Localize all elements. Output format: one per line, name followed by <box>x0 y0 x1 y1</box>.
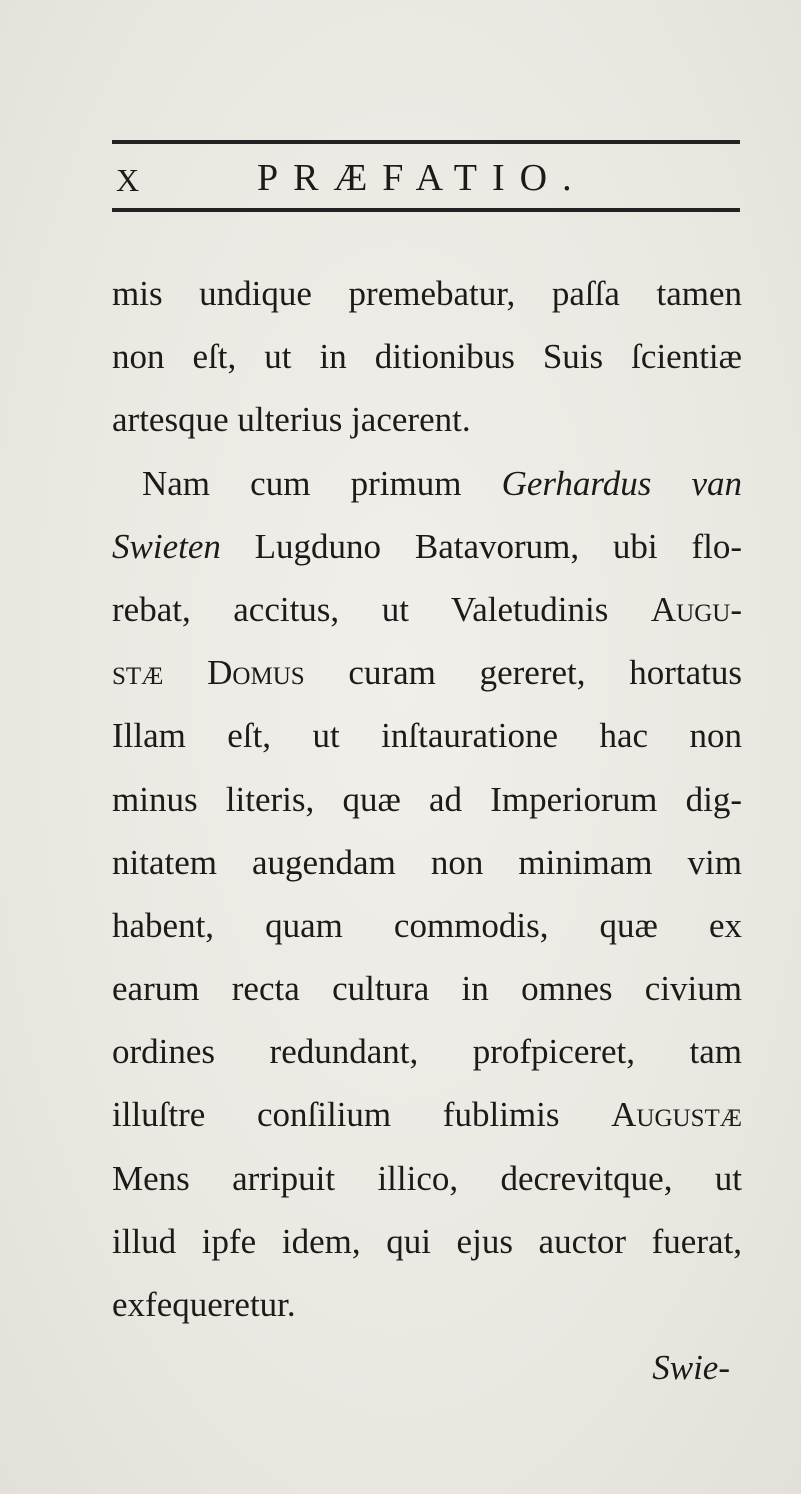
text-line-6 <box>112 578 742 641</box>
catchword: Swie- <box>652 1348 730 1388</box>
text-line-4-italic: Gerhardus van <box>501 463 743 503</box>
header-rule-bottom <box>112 208 740 212</box>
text-line-13: ordines redundant, profpiceret, tam <box>112 1032 742 1072</box>
text-line-14-smallcaps: Augustæ <box>611 1095 742 1135</box>
text-line-3: artesque ulterius jacerent. <box>112 400 471 440</box>
text-line-10: nitatem augendam non minimam vim <box>112 842 742 882</box>
text-line-9: minus literis, quæ ad Imperiorum dig- <box>112 779 742 819</box>
text-line-2: non eſt, ut in ditionibus Suis ſcientiæ <box>112 337 742 377</box>
text-line-14-roman: illuſtre conſilium fublimis <box>112 1095 612 1135</box>
text-line-7 <box>112 641 742 704</box>
text-line-14 <box>112 1083 742 1146</box>
running-head: PRÆFATIO. <box>257 157 587 199</box>
text-line-4-roman: Nam cum primum <box>142 463 502 503</box>
body-text <box>112 262 742 1399</box>
page-number: X <box>116 162 141 198</box>
text-line-6-smallcaps: Augu- <box>650 589 742 629</box>
text-line-5-italic: Swieten <box>112 526 221 566</box>
text-line-11: habent, quam commodis, quæ ex <box>112 905 742 945</box>
text-line-4 <box>112 452 742 515</box>
text-line-15: Mens arripuit illico, decrevitque, ut <box>112 1158 742 1198</box>
header-rule-top <box>112 140 740 144</box>
text-line-7-smallcaps: stæ Domus <box>112 653 305 693</box>
text-line-17: exfequeretur. <box>112 1285 296 1324</box>
text-line-6-roman: rebat, accitus, ut Valetudinis <box>112 589 651 629</box>
catchword-line <box>112 1336 742 1399</box>
text-line-5 <box>112 515 742 578</box>
text-line-5-roman: Lugduno Batavorum, ubi flo- <box>220 526 742 566</box>
page-header <box>112 150 740 202</box>
text-line-16: illud ipfe idem, qui ejus auctor fuerat, <box>112 1221 742 1261</box>
text-line-8: Illam eſt, ut inſtauratione hac non <box>112 716 742 756</box>
text-line-12: earum recta cultura in omnes civium <box>112 969 742 1009</box>
text-line-1: mis undique premebatur, paſſa tamen <box>112 274 742 313</box>
text-line-7-roman: curam gereret, hortatus <box>304 653 742 693</box>
